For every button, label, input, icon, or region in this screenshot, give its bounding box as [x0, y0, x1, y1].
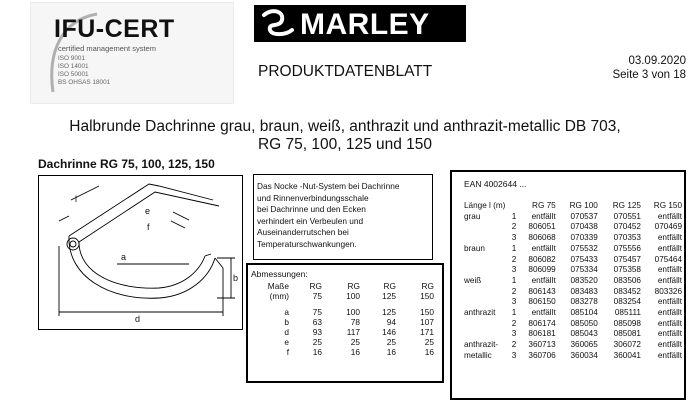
table-cell: f	[286, 347, 289, 357]
table-header-cell: 75	[312, 291, 322, 301]
ean-cell: 085104	[570, 308, 598, 318]
ean-cell: entfällt	[657, 211, 682, 221]
table-cell: 16	[350, 347, 360, 357]
drawing-label-d: d	[135, 314, 141, 324]
length-cell: 3	[511, 265, 517, 275]
note-line: Das Nocke -Nut-System bei Dachrinne	[257, 181, 400, 191]
system-note	[253, 174, 433, 260]
ean-cell: 070452	[613, 222, 641, 232]
ean-cell: entfällt	[531, 243, 556, 253]
ean-cell: 075358	[613, 265, 641, 275]
marley-logo	[254, 5, 466, 42]
table-row	[462, 297, 684, 308]
ean-cell: 806099	[528, 265, 556, 275]
ean-cell: 360034	[570, 350, 598, 360]
ean-cell: entfällt	[657, 308, 682, 318]
ifu-brand-text: IFU-CERT	[54, 15, 175, 43]
length-cell: 1	[511, 308, 517, 318]
table-row	[462, 244, 684, 255]
ean-cell: entfällt	[657, 275, 682, 285]
table-row	[462, 222, 684, 233]
ean-cell: 070537	[570, 211, 598, 221]
color-cell: braun	[464, 243, 485, 253]
color-cell: weiß	[464, 275, 482, 285]
ean-cell: entfällt	[657, 243, 682, 253]
ean-table	[462, 201, 684, 362]
ean-cell: entfällt	[657, 350, 682, 360]
document-date: 03.09.2020	[628, 55, 686, 67]
ean-cell: entfällt	[531, 211, 556, 221]
headline-line-2: RG 75, 100, 125 und 150	[257, 136, 433, 153]
length-cell: 2	[511, 318, 517, 328]
table-header-cell: RG	[347, 281, 360, 291]
table-cell: 25	[312, 337, 322, 347]
table-cell: 125	[382, 307, 396, 317]
length-cell: 2	[511, 222, 517, 232]
table-cell: 16	[312, 347, 322, 357]
drawing-label-a: a	[121, 252, 127, 262]
length-cell: 1	[511, 211, 517, 221]
ean-cell: 075556	[613, 243, 641, 253]
table-row	[462, 351, 684, 362]
page-number: Seite 3 von 18	[612, 69, 686, 81]
dimensions-table	[251, 281, 434, 357]
table-row	[251, 317, 434, 327]
ean-cell: 360706	[528, 350, 556, 360]
table-row	[462, 340, 684, 351]
ean-cell: 360065	[570, 340, 598, 350]
ean-cell: 306072	[613, 340, 641, 350]
table-cell: 25	[386, 337, 396, 347]
section-title: Dachrinne RG 75, 100, 125, 150	[38, 157, 215, 171]
table-row	[251, 327, 434, 337]
headline-line-1: Halbrunde Dachrinne grau, braun, weiß, anthrazit und anthrazit-metallic DB 703,	[69, 118, 621, 135]
ean-cell: entfällt	[657, 297, 682, 307]
ean-cell: 075457	[613, 254, 641, 264]
table-cell: 93	[312, 327, 322, 337]
table-header-cell: RG	[383, 281, 396, 291]
note-line: verhindert ein Verbeulen und	[257, 215, 364, 226]
table-header-cell: RG	[421, 281, 434, 291]
table-row	[251, 307, 434, 317]
ean-cell: 085043	[570, 329, 598, 339]
ean-cell: 806181	[528, 329, 556, 339]
length-cell: 3	[511, 297, 517, 307]
table-header-row	[251, 281, 434, 291]
ean-cell: entfällt	[657, 318, 682, 328]
ean-cell: 806051	[528, 222, 556, 232]
drawing-label-e: e	[145, 206, 151, 216]
ean-cell: 075334	[570, 265, 598, 275]
table-cell: 117	[346, 327, 360, 337]
ean-cell: 803326	[654, 286, 682, 296]
table-cell: 171	[420, 327, 434, 337]
ean-prefix: EAN 4002644 ...	[464, 179, 527, 189]
table-cell: 25	[350, 337, 360, 347]
ean-cell: 083520	[570, 275, 598, 285]
table-cell: 94	[386, 317, 396, 327]
table-row	[251, 337, 434, 347]
table-row	[462, 212, 684, 223]
table-cell: b	[284, 317, 289, 327]
table-row	[462, 265, 684, 276]
table-row	[251, 347, 434, 357]
table-row	[462, 319, 684, 330]
table-cell: 16	[424, 347, 434, 357]
color-cell: anthrazit-	[464, 340, 499, 350]
table-row	[462, 329, 684, 340]
gutter-drawing	[38, 175, 243, 330]
table-header-cell: 100	[346, 291, 360, 301]
ean-cell: entfällt	[657, 265, 682, 275]
drawing-label-f: f	[147, 222, 150, 232]
table-cell: 100	[346, 307, 360, 317]
table-header-cell: Länge l (m)	[464, 201, 506, 210]
color-cell	[462, 255, 506, 266]
gutter-drawing-svg	[39, 176, 242, 329]
table-cell: 63	[312, 317, 322, 327]
ean-cell: 083452	[613, 286, 641, 296]
color-cell	[462, 287, 506, 298]
table-cell: 16	[386, 347, 396, 357]
note-line: und Rinnenverbindungsschale	[257, 192, 369, 203]
note-line: bei Dachrinne und den Ecken	[257, 204, 366, 215]
table-header-cell: RG 100	[569, 201, 598, 210]
ean-cell: 070438	[570, 222, 598, 232]
ean-cell: 806082	[528, 254, 556, 264]
color-cell: anthrazit	[464, 308, 496, 318]
table-cell: 25	[424, 337, 434, 347]
table-header-cell: Maße	[267, 281, 289, 291]
table-header-cell: (mm)	[269, 291, 289, 301]
table-cell: e	[284, 337, 289, 347]
table-cell: a	[284, 307, 289, 317]
length-cell: 2	[511, 286, 517, 296]
table-cell: 78	[350, 317, 360, 327]
table-row	[462, 255, 684, 266]
ean-cell: 075464	[654, 254, 682, 264]
table-cell: 75	[312, 307, 322, 317]
table-row	[462, 276, 684, 287]
table-header-cell: RG 75	[532, 201, 556, 210]
ifu-standard: ISO 50001	[58, 71, 89, 78]
ean-cell: 070469	[654, 222, 682, 232]
dimensions-title: Abmessungen:	[251, 269, 308, 279]
ean-cell: entfällt	[657, 340, 682, 350]
ifu-cert-logo	[30, 2, 234, 104]
table-cell: d	[284, 327, 289, 337]
ean-cell: 075433	[570, 254, 598, 264]
length-cell: 3	[511, 350, 517, 360]
color-cell	[462, 329, 506, 340]
sheet-title: PRODUKTDATENBLATT	[258, 63, 433, 80]
ean-cell: 360713	[528, 340, 556, 350]
length-cell: 3	[511, 329, 517, 339]
ean-cell: 070339	[570, 233, 598, 243]
ean-cell: 083278	[570, 297, 598, 307]
ean-cell: 806174	[528, 318, 556, 328]
table-row	[462, 287, 684, 298]
table-cell: 107	[420, 317, 434, 327]
table-header-cell: 125	[382, 291, 396, 301]
table-row	[462, 308, 684, 319]
color-cell	[462, 319, 506, 330]
marley-wordmark: MARLEY	[300, 8, 430, 41]
ean-cell: 806150	[528, 297, 556, 307]
ean-cell: 075532	[570, 243, 598, 253]
color-cell	[462, 233, 506, 244]
ean-cell: entfällt	[531, 308, 556, 318]
table-cell: 146	[382, 327, 396, 337]
table-header-row	[462, 201, 684, 212]
table-header-cell: 150	[420, 291, 434, 301]
ean-cell: 083506	[613, 275, 641, 285]
length-cell: 2	[511, 254, 517, 264]
length-cell: 2	[511, 340, 517, 350]
note-line: Temperaturschwankungen.	[257, 238, 357, 249]
ifu-standard: ISO 14001	[58, 63, 89, 70]
table-cell: 150	[420, 307, 434, 317]
drawing-label-b: b	[233, 273, 239, 283]
ean-cell: entfällt	[531, 275, 556, 285]
length-cell: 3	[511, 233, 517, 243]
ean-cell: 085111	[614, 308, 641, 318]
marley-emblem-icon	[260, 8, 296, 39]
ifu-standard: BS OHSAS 18001	[58, 79, 111, 86]
ean-cell: 360041	[613, 350, 641, 360]
ean-cell: 085098	[613, 318, 641, 328]
drawing-label-l: l	[75, 194, 77, 204]
ean-cell: 070551	[613, 211, 641, 221]
color-cell	[462, 297, 506, 308]
note-line: Auseinanderrutschen bei	[257, 227, 349, 238]
ean-cell: entfällt	[657, 233, 682, 243]
table-header-cell: RG	[309, 281, 322, 291]
table-header-row	[251, 291, 434, 301]
table-header-cell: RG 125	[612, 201, 641, 210]
length-cell: 1	[511, 275, 517, 285]
ean-cell: 806143	[528, 286, 556, 296]
ifu-tagline: certified management system	[58, 44, 156, 53]
length-cell: 1	[511, 243, 517, 253]
ean-cell: 083483	[570, 286, 598, 296]
ean-cell: 806068	[528, 233, 556, 243]
dimensions-table-box	[246, 263, 444, 383]
ean-cell: 070353	[613, 233, 641, 243]
color-cell: grau	[464, 211, 481, 221]
table-row	[462, 233, 684, 244]
ean-cell: 083254	[613, 297, 641, 307]
ifu-standard: ISO 9001	[58, 55, 86, 62]
ean-table-box	[450, 170, 686, 400]
ean-cell: 085081	[613, 329, 641, 339]
color-cell	[462, 265, 506, 276]
ean-cell: entfällt	[657, 329, 682, 339]
table-header-cell: RG 150	[653, 201, 682, 210]
color-cell	[462, 222, 506, 233]
color-cell: metallic	[464, 350, 492, 360]
ean-cell: 085050	[570, 318, 598, 328]
